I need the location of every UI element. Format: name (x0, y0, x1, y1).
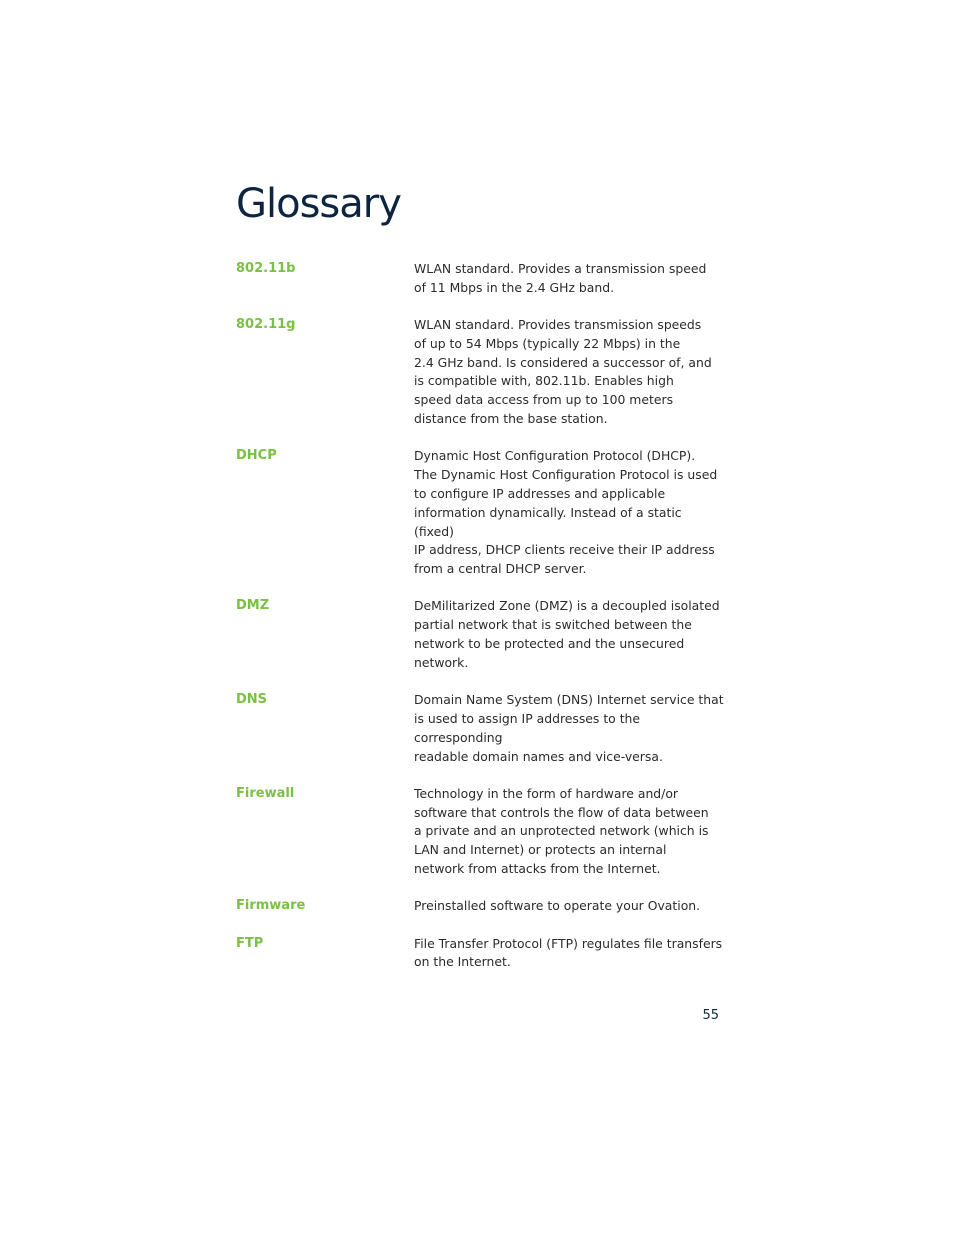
glossary-definition: File Transfer Protocol (FTP) regulates file transfers on the Internet. (414, 935, 723, 970)
glossary-definition: WLAN standard. Provides a transmission speed of 11 Mbps in the 2.4 GHz band. (414, 261, 707, 295)
glossary-term: DNS (236, 692, 268, 708)
glossary-entry (236, 935, 736, 973)
glossary-term: FTP (236, 935, 264, 951)
glossary-entry (236, 447, 736, 579)
glossary-entry (236, 260, 736, 298)
glossary-definition: DeMilitarized Zone (DMZ) is a decoupled isolated partial network that is switched between the network to be protected and the unsecured network. (414, 598, 720, 670)
glossary-entry (236, 597, 736, 672)
glossary-term: Firewall (236, 785, 295, 801)
glossary-definition: Domain Name System (DNS) Internet service that is used to assign IP addresses to the corresponding readable domain names and vice-versa. (414, 692, 724, 764)
page-title: Glossary (236, 181, 401, 227)
glossary-term: DMZ (236, 598, 270, 614)
glossary-entry (236, 785, 736, 879)
glossary-entry (236, 691, 736, 766)
glossary-definition: Dynamic Host Configuration Protocol (DHCP). The Dynamic Host Configuration Protocol is used to configure IP addresses and applicable information dynamically. Instead of a static (fixed) IP address, DHCP clients receive their IP address from a central DHCP server. (414, 448, 718, 577)
glossary-term: Firmware (236, 898, 306, 914)
glossary-definition: Preinstalled software to operate your Ovation. (414, 898, 701, 914)
glossary-list (236, 260, 736, 991)
page-number: 55 (702, 1008, 719, 1023)
glossary-entry (236, 897, 736, 916)
glossary-term: 802.11b (236, 261, 296, 276)
glossary-term: 802.11g (236, 317, 296, 333)
glossary-entry (236, 316, 736, 429)
glossary-definition: WLAN standard. Provides transmission speeds of up to 54 Mbps (typically 22 Mbps) in the 2.4 GHz band. Is considered a successor of, and is compatible with, 802.11b. Enables high speed data access from up to 100 meters distance from the base station. (414, 317, 712, 427)
glossary-definition: Technology in the form of hardware and/or software that controls the flow of data between a private and an unprotected network (which is LAN and Internet) or protects an internal network from attacks from the Internet. (414, 785, 709, 877)
glossary-term: DHCP (236, 448, 277, 464)
